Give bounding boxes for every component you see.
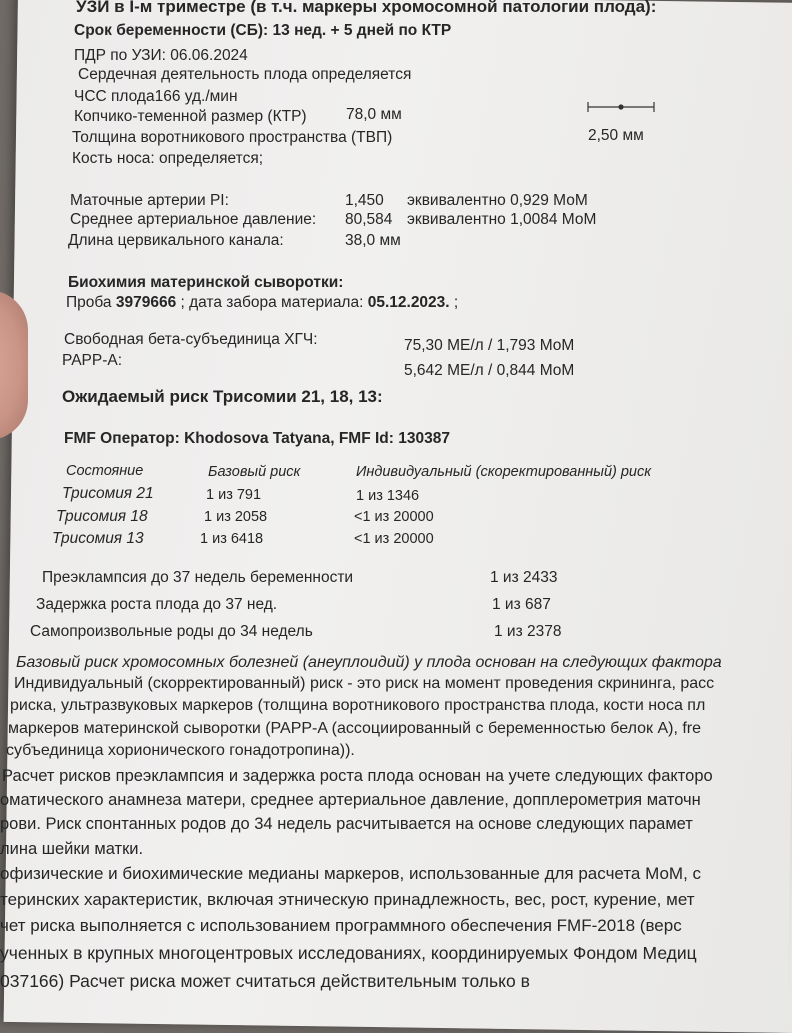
uterine-pi-mom: эквивалентно 0,929 МоМ [407,192,588,209]
table-header-individual: Индивидуальный (скоректированный) риск [356,464,652,480]
pappa-value: 5,642 МЕ/л / 0,844 МоМ [404,362,575,379]
cardiac-activity: Сердечная деятельность плода определяется [78,66,412,83]
table-header-condition: Состояние [66,463,144,479]
paragraph-line: риска, ультразвуковых маркеров (толщина воротникового пространства плода, кости носа пл [10,697,706,714]
nt-value: 2,50 мм [588,127,644,144]
table-row-t13-condition: Трисомия 13 [52,530,144,547]
nt-caliper-icon [586,100,656,114]
paper-fold [788,3,792,1003]
table-header-base: Базовый риск [208,464,301,480]
hcg-label: Свободная бета-субъединица ХГЧ: [64,331,318,348]
sample-date: 05.12.2023. [367,294,450,311]
table-row-t18-base: 1 из 2058 [204,509,268,525]
preterm-label: Самопроизвольные роды до 34 недель [30,623,313,640]
map-value: 80,584 [345,211,393,228]
paragraph-line: 037166) Расчет риска может считаться действительным только в [0,971,530,991]
cervix-label: Длина цервикального канала: [68,232,284,249]
risk-title: Ожидаемый риск Трисомии 21, 18, 13: [62,387,383,406]
nasal-bone: Кость носа: определяется; [72,150,264,167]
operator-line: FMF Оператор: Khodosova Tatyana, FMF Id: 130387 [64,430,450,447]
due-date: ПДР по УЗИ: 06.06.2024 [74,47,248,64]
paragraph-line: Расчет рисков преэклампсия и задержка роста плода основан на учете следующих факторо [2,767,713,785]
uterine-pi-value: 1,450 [345,192,384,209]
crl-value: 78,0 мм [346,106,402,123]
cervix-value: 38,0 мм [345,232,401,249]
finger [0,290,28,440]
map-mom: эквивалентно 1,0084 МоМ [407,211,597,228]
table-row-t21-condition: Трисомия 21 [62,485,154,502]
table-row-t21-base: 1 из 791 [206,487,262,503]
biochem-title: Биохимия материнской сыворотки: [68,274,344,291]
crl-label: Копчико-теменной размер (КТР) [74,108,307,125]
table-row-t18-individual: <1 из 20000 [354,509,434,525]
hcg-value: 75,30 МЕ/л / 1,793 МоМ [404,337,575,354]
paragraph-line: офизические и биохимические медианы маркеров, использованные для расчета МоМ, с [0,864,702,883]
heart-rate: ЧСС плода166 уд./мин [74,88,238,105]
paragraph-line: маркеров материнской сыворотки (PAPP-A (ассоциированный с беременностью белок А), fre [8,720,701,737]
paragraph-line: теринских характеристик, включая этническую принадлежность, вес, рост, курение, мет [0,890,695,909]
preterm-value: 1 из 2378 [494,623,562,640]
fgr-label: Задержка роста плода до 37 нед. [36,596,278,613]
preeclampsia-label: Преэклампсия до 37 недель беременности [42,569,354,586]
map-label: Среднее артериальное давление: [70,211,317,228]
gestational-age: Срок беременности (СБ): 13 нед. + 5 дней по КТР [74,22,452,39]
table-row-t13-individual: <1 из 20000 [354,531,434,547]
sample-id: 3979666 [115,294,177,311]
paragraph-line: субъединица хорионического гонадотропина)). [6,742,355,759]
fgr-value: 1 из 687 [492,596,551,613]
paragraph-line: Индивидуальный (скорректированный) риск - это риск на момент проведения скрининга, расс [14,675,715,692]
pappa-label: PAPP-A: [62,352,123,369]
uterine-pi-label: Маточные артерии PI: [70,192,229,209]
table-row-t18-condition: Трисомия 18 [56,508,148,525]
preeclampsia-value: 1 из 2433 [490,569,558,586]
paragraph-line: рови. Риск спонтанных родов до 34 недель расчитывается на основе следующих парамет [0,815,693,833]
table-row-t13-base: 1 из 6418 [200,531,264,547]
paragraph-line: оматического анамнеза матери, среднее артериальное давление, допплерометрия маточн [0,791,701,809]
nt-label: Толщина воротникового пространства (ТВП) [72,129,393,146]
paragraph-line: лина шейки матки. [0,840,144,858]
paragraph-line: чет риска выполняется с использованием программного обеспечения FMF-2018 (верс [0,916,682,935]
table-row-t21-individual: 1 из 1346 [356,488,420,504]
paragraph-line: Базовый риск хромосомных болезней (анеуплоидий) у плода основан на следующих фактора [16,654,722,671]
sample-line: Проба 3979666 ; дата забора материала: 05.12.2023. ; [66,294,459,311]
paragraph-line: ученных в крупных многоцентровых исследованиях, координируемых Фондом Медиц [0,943,697,963]
document-title: УЗИ в I-м триместре (в т.ч. маркеры хромосомной патологии плода): [76,0,657,16]
